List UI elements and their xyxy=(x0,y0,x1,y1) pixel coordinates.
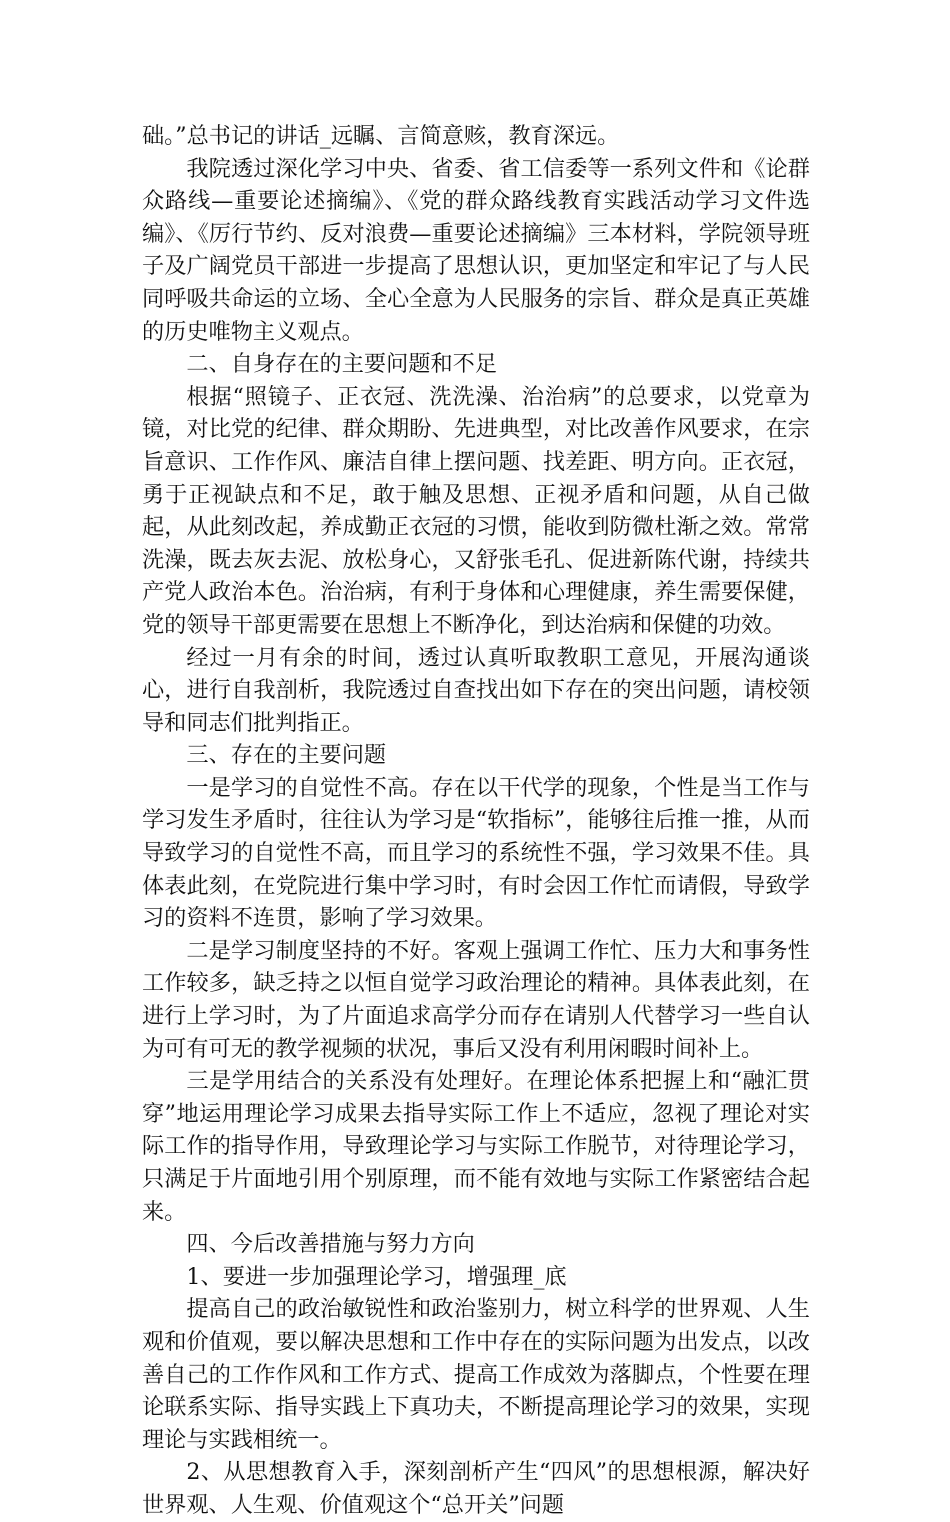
document-body xyxy=(142,120,810,1522)
paragraph-general-requirements: 根据“照镜子、正衣冠、洗洗澡、治治病”的总要求，以党章为镜，对比党的纪律、群众期盼、先进典型，对比改善作风要求，在宗旨意识、工作作风、廉洁自律上摆问题、找差距、明方向。正衣冠，勇于正视缺点和不足，敢于触及思想、正视矛盾和问题，从自己做起，从此刻改起，养成勤正衣冠的习惯，能收到防微杜渐之效。常常洗澡，既去灰去泥、放松身心，又舒张毛孔、促进新陈代谢，持续共产党人政治本色。治治病，有利于身体和心理健康，养生需要保健，党的领导干部更需要在思想上不断净化，到达治病和保健的功效。 xyxy=(142,383,810,638)
paragraph-problem-two: 二是学习制度坚持的不好。客观上强调工作忙、压力大和事务性工作较多，缺乏持之以恒自觉学习政治理论的精神。具体表此刻，在进行上学习时，为了片面追求高学分而存在请别人代替学习一些自认为可有可无的教学视频的状况，事后又没有利用闲暇时间补上。 xyxy=(142,937,810,1062)
paragraph-problem-three: 三是学用结合的关系没有处理好。在理论体系把握上和“融汇贯穿”地运用理论学习成果去指导实际工作上不适应，忽视了理论对实际工作的指导作用，导致理论学习与实际工作脱节，对待理论学习，只满足于片面地引用个别原理，而不能有效地与实际工作紧密结合起来。 xyxy=(142,1068,810,1225)
section-heading-improvement-measures: 四、今后改善措施与努力方向 xyxy=(186,1231,475,1258)
paragraph-measure-one: 提高自己的政治敏锐性和政治鉴别力，树立科学的世界观、人生观和价值观，要以解决思想和工作中存在的实际问题为出发点，以改善自己的工作作风和工作方式、提高工作成效为落脚点，个性要在理论联系实际、指导实践上下真功夫，不断提高理论学习的效果，实现理论与实践相统一。 xyxy=(142,1296,810,1453)
paragraph-study-documents: 我院透过深化学习中央、省委、省工信委等一系列文件和《论群众路线—重要论述摘编》、《党的群众路线教育实践活动学习文件选编》、《厉行节约、反对浪费—重要论述摘编》三本材料，学院领导班子及广阔党员干部进一步提高了思想认识，更加坚定和牢记了与人民同呼吸共命运的立场、全心全意为人民服务的宗旨、群众是真正英雄的历史唯物主义观点。 xyxy=(142,155,810,345)
section-heading-main-problems: 三、存在的主要问题 xyxy=(186,742,387,769)
section-heading-problems-shortcomings: 二、自身存在的主要问题和不足 xyxy=(186,351,498,378)
paragraph-measure-two: 2、从思想教育入手，深刻剖析产生“四风”的思想根源，解决好世界观、人生观、价值观这个“总开关”问题 xyxy=(142,1459,810,1518)
paragraph-continuation: 础。”总书记的讲话_远瞩、言简意赅，教育深远。 xyxy=(142,123,620,149)
paragraph-self-examination: 经过一月有余的时间，透过认真听取教职工意见，开展沟通谈心，进行自我剖析，我院透过自查找出如下存在的突出问题，请校领导和同志们批判指正。 xyxy=(142,644,810,736)
subheading-measure-one: 1、要进一步加强理论学习，增强理_底 xyxy=(186,1263,567,1290)
paragraph-problem-one: 一是学习的自觉性不高。存在以干代学的现象，个性是当工作与学习发生矛盾时，往往认为学习是“软指标”，能够往后推一推，从而导致学习的自觉性不高，而且学习的系统性不强，学习效果不佳。具体表此刻，在党院进行集中学习时，有时会因工作忙而请假，导致学习的资料不连贯，影响了学习效果。 xyxy=(142,774,810,932)
